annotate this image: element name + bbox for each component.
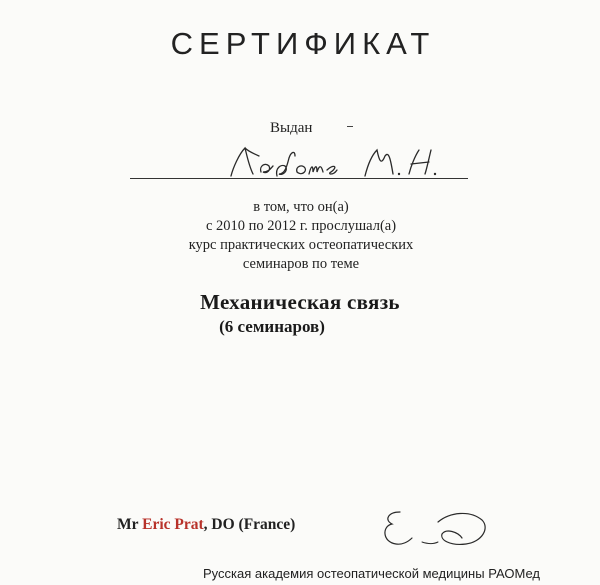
certificate-body (1, 198, 600, 274)
issued-tick-mark (347, 126, 353, 127)
handwritten-recipient-name (225, 142, 465, 182)
seminar-count: (6 семинаров) (219, 317, 325, 336)
signer-suffix: , DO (France) (203, 516, 296, 533)
recipient-name-line (130, 178, 468, 179)
signer-line (117, 516, 295, 534)
body-line: в том, что он(а) (253, 199, 349, 215)
body-line: с 2010 по 2012 г. прослушал(а) (205, 218, 397, 234)
handwritten-signature (378, 498, 508, 558)
certificate-title: СЕРТИФИКАТ (170, 26, 436, 61)
body-line: курс практических остеопатических (188, 237, 414, 253)
seminar-topic: Механическая связь (200, 290, 400, 314)
signer-prefix: Mr (117, 516, 143, 533)
body-line: семинаров по теме (242, 256, 360, 272)
academy-footer: Русская академия остеопатической медицины РАОМед (203, 566, 540, 581)
signer-name: Eric Prat (142, 516, 204, 533)
issued-label: Выдан (270, 120, 313, 136)
